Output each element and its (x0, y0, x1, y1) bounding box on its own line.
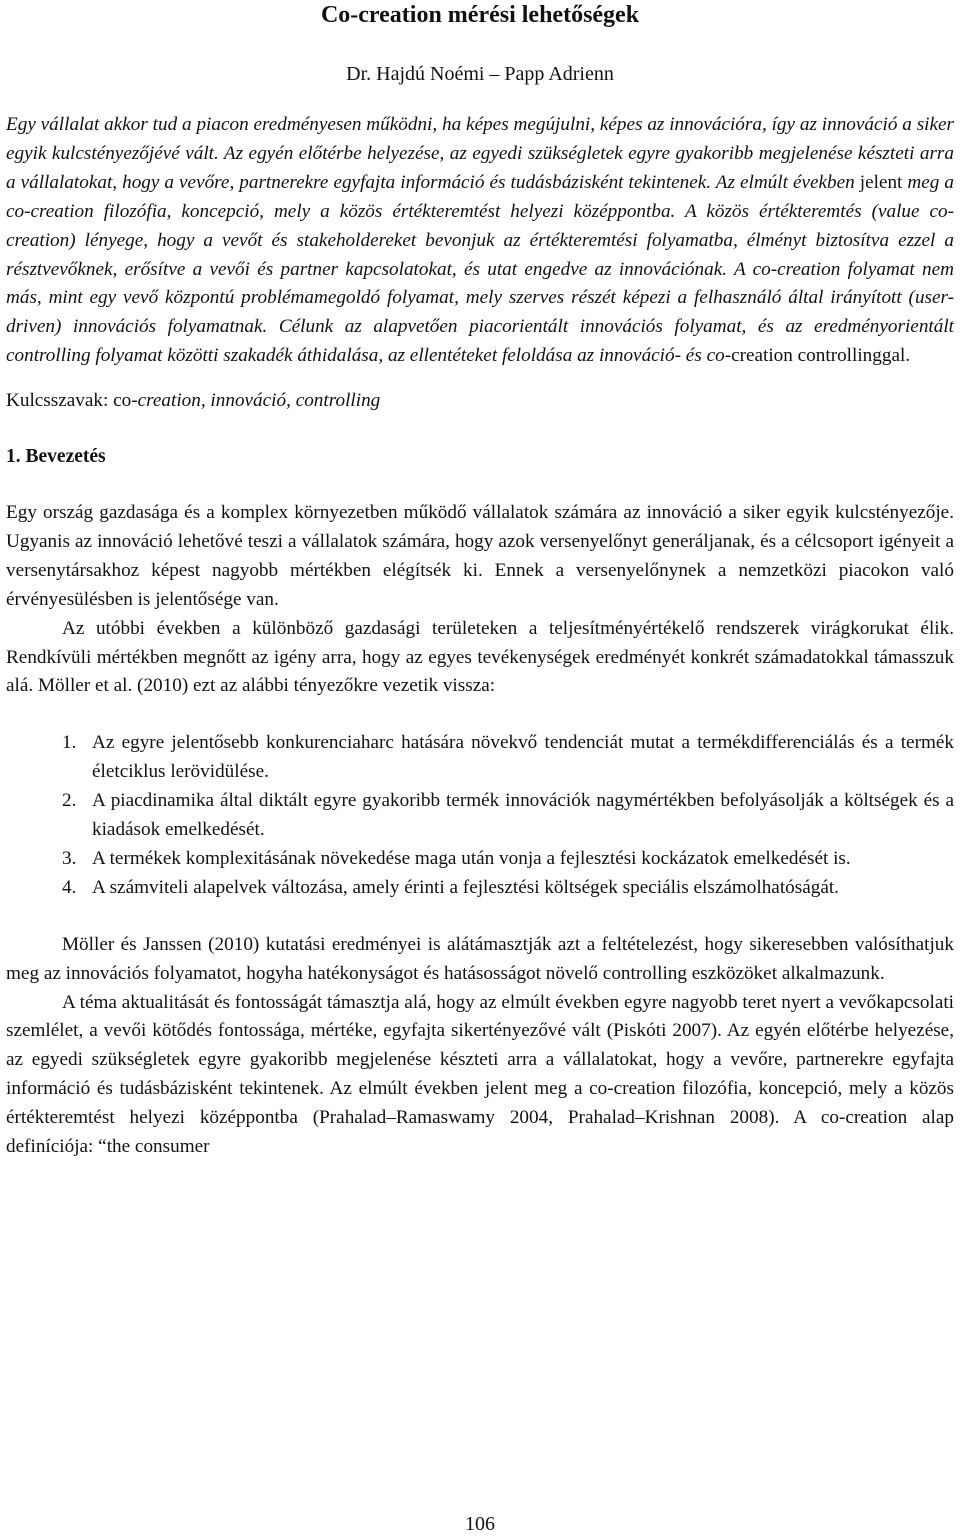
paper-authors: Dr. Hajdú Noémi – Papp Adrienn (346, 63, 614, 85)
page-number: 106 (465, 1513, 495, 1535)
factor-list (6, 729, 954, 902)
list-item (62, 729, 954, 787)
list-item-number: 3. (62, 847, 77, 869)
list-item-text: A piacdinamika által diktált egyre gyakoribb termék innovációk nagymértékben befolyásolják a költségek és a kiadások emelkedését. (92, 790, 954, 841)
section-heading: 1. Bevezetés (6, 446, 106, 468)
paper-title: Co-creation mérési lehetőségek (320, 2, 640, 28)
body-paragraph-4: A téma aktualitását és fontosságát támasztja alá, hogy az elmúlt években egyre nagyobb teret nyert a vevőkapcsolati szemlélet, a vevői kötődés fontossága, mértéke, egyfajta sikertényezővé vált (Piskóti 2007). Az egyén előtérbe helyezése, az egyedi szükségletek egyre gyakoribb megjelenése készteti arra a vállalatokat, hogy a vevőre, partnerekre egyfajta információ és tudásbázisként tekintenek. Az elmúlt években jelent meg a co-creation filozófia, koncepció, mely a közös értékteremtést helyezi középpontba (Prahalad–Ramaswamy 2004, Prahalad–Krishnan 2008). A co-creation alap definíciója: “the consumer (6, 991, 954, 1158)
list-item (62, 787, 954, 845)
body-paragraph-3: Möller és Janssen (2010) kutatási eredményei is alátámasztják azt a feltételezést, hogy sikeresebben valósíthatjuk meg az innovációs folyamatot, hogyha hatékonyságot és hatásosságot növelő controlling eszközöket alkalmazunk. (6, 933, 954, 984)
list-item-text: A termékek komplexitásának növekedése maga után vonja a fejlesztési kockázatok emelkedését is. (92, 847, 851, 869)
abstract-text-part-4: creation controllinggal. (731, 345, 911, 367)
list-item (62, 874, 954, 903)
body-paragraph-1: Egy ország gazdasága és a komplex környezetben működő vállalatok számára az innováció a siker egyik kulcstényezője. Ugyanis az innováció lehetővé teszi a vállalatok számára, hogy azok versenyelőnyt generáljanak, és a célcsoport igényeit a versenytársakhoz képest nagyobb mértékben elégítsék ki. Ennek a versenyelőnynek a nemzetközi piacokon való érvényesülésben is jelentősége van. (6, 501, 954, 610)
abstract-text-part-3: meg a co-creation filozófia, koncepció, mely a közös értékteremtést helyezi középpontba. A közös értékteremtés (value co-creation) lényege, hogy a vevőt és stakeholdereket bevonjuk az értékteremtési folyamatba, élményt biztosítva ezzel a résztvevőknek, erősítve a vevői és partner kapcsolatokat, és utat engedve az innovációnak. A co-creation folyamat nem más, mint egy vevő központú problémamegoldó folyamat, mely szerves részét képezi a felhasználó által irányított (user-driven) innovációs folyamatnak. Célunk az alapvetően piacorientált innovációs folyamat, és az eredményorientált controlling folyamat közötti szakadék áthidalása, az ellentéteket feloldása az innováció- és co- (6, 171, 954, 367)
abstract-text-part-1: Egy vállalat akkor tud a piacon eredményesen működni, ha képes megújulni, képes az innovációra, így az innováció a siker egyik kulcstényezőjévé vált. Az egyén előtérbe helyezése, az egyedi szükségletek egyre gyakoribb megjelenése készteti arra a vállalatokat, hogy a vevőre, partnerekre egyfajta információ és tudásbázisként tekintenek. Az elmúlt években (6, 114, 954, 193)
list-item-text: Az egyre jelentősebb konkurenciaharc hatására növekvő tendenciát mutat a termékdifferenciálás és a termék életciklus lerövidülése. (92, 732, 954, 783)
list-item-number: 4. (62, 876, 77, 898)
document-page (6, 0, 954, 1162)
abstract-text-part-2: jelent (859, 171, 903, 193)
list-item (62, 845, 954, 874)
list-item-number: 1. (62, 732, 77, 754)
keywords-terms: creation, innováció, controlling (137, 390, 381, 412)
list-item-number: 2. (62, 790, 77, 812)
list-item-text: A számviteli alapelvek változása, amely érinti a fejlesztési költségek speciális elszámolhatóságát. (92, 876, 839, 898)
keywords-label: Kulcsszavak: co- (6, 390, 138, 412)
body-paragraph-2: Az utóbbi években a különböző gazdasági területeken a teljesítményértékelő rendszerek virágkorukat élik. Rendkívüli mértékben megnőtt az igény arra, hogy az egyes tevékenységek eredményét konkrét számadatokkal támasszuk alá. Möller et al. (2010) ezt az alábbi tényezőkre vezetik vissza: (6, 617, 954, 697)
keywords-line (6, 387, 954, 416)
abstract-paragraph (6, 111, 954, 371)
